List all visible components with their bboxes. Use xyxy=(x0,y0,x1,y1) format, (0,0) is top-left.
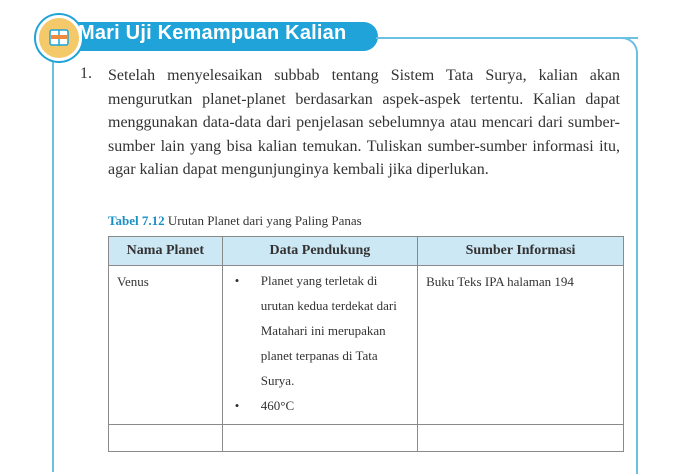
frame-corner xyxy=(620,37,638,55)
table-row xyxy=(109,425,624,452)
support-list xyxy=(231,268,409,418)
header-divider-line xyxy=(376,37,638,39)
cell-planet xyxy=(109,425,223,452)
cell-planet: Venus xyxy=(109,266,223,425)
cell-support xyxy=(222,425,417,452)
cell-source xyxy=(418,425,624,452)
frame-right-border xyxy=(636,54,638,474)
header-sumber-informasi: Sumber Informasi xyxy=(418,237,624,266)
question-number: 1. xyxy=(80,65,92,82)
support-text: Planet yang terletak di urutan kedua terdekat dari Matahari ini merupakan planet terpanas di Tata Surya. xyxy=(260,273,397,388)
support-item xyxy=(231,393,409,418)
header-badge xyxy=(36,15,82,61)
cell-source: Buku Teks IPA halaman 194 xyxy=(418,266,624,425)
planet-table xyxy=(108,236,624,452)
table-row xyxy=(109,266,624,425)
bullet-icon: • xyxy=(234,398,240,413)
support-item xyxy=(231,268,409,393)
header-data-pendukung: Data Pendukung xyxy=(222,237,417,266)
book-icon xyxy=(48,26,70,48)
support-text: 460°C xyxy=(260,398,295,413)
table-caption-label: Tabel 7.12 xyxy=(108,213,165,228)
section-title: Mari Uji Kemampuan Kalian xyxy=(78,22,347,44)
table-header-row xyxy=(109,237,624,266)
frame-left-border xyxy=(52,52,54,472)
table-caption-text: Urutan Planet dari yang Paling Panas xyxy=(167,213,362,228)
cell-support xyxy=(222,266,417,425)
header-nama-planet: Nama Planet xyxy=(109,237,223,266)
question-text: Setelah menyelesaikan subbab tentang Sistem Tata Surya, kalian akan mengurutkan planet-planet berdasarkan aspek-aspek tertentu. Kalian dapat menggunakan data-data dari penjelasan sebelumnya atau mencari dari sumber-sumber lain yang bisa kalian temukan. Tuliskan sumber-sumber informasi itu, agar kalian dapat mengunjunginya kembali jika diperlukan. xyxy=(108,67,620,178)
table-caption xyxy=(108,213,362,229)
bullet-icon: • xyxy=(234,273,240,288)
